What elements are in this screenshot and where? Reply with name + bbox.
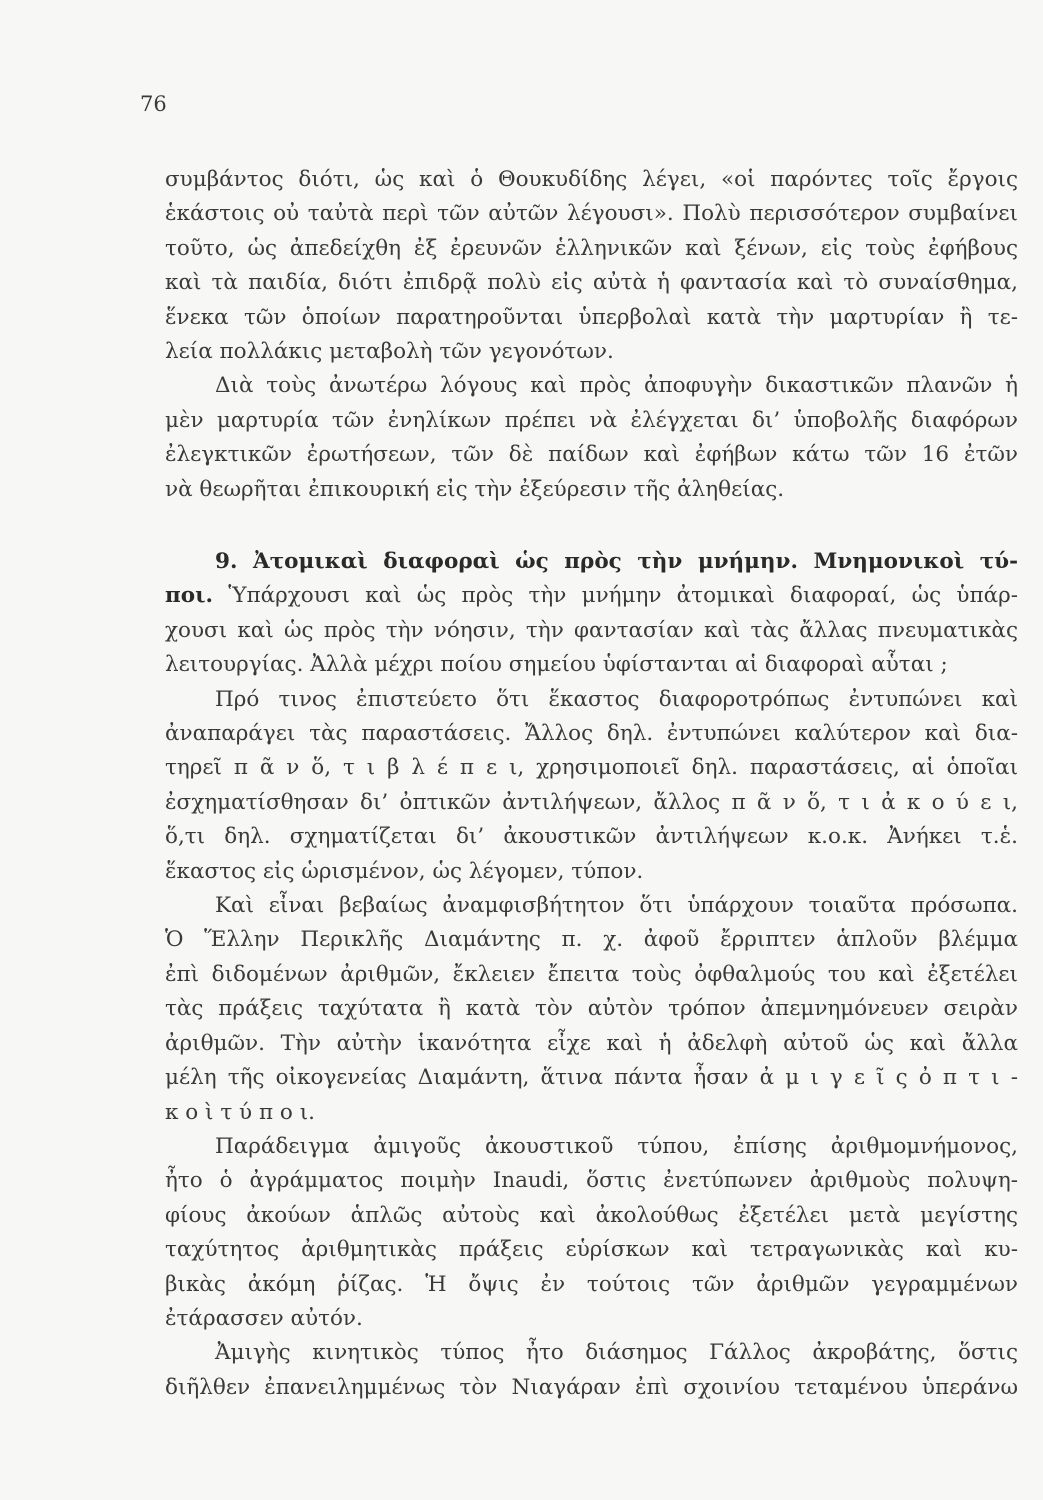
text-line: τὰς πράξεις ταχύτατα ἢ κατὰ τὸν αὐτὸν τρόπον ἀπεμνημόνευεν σειρὰν bbox=[165, 996, 1018, 1022]
text-line: λεία πολλάκις μεταβολὴ τῶν γεγονότων. bbox=[165, 339, 614, 365]
text-line: ἀριθμῶν. Τὴν αὐτὴν ἱκανότητα εἶχε καὶ ἡ ἀδελφὴ αὐτοῦ ὡς καὶ ἄλλα bbox=[165, 1030, 1018, 1056]
text-line: ἕκαστος εἰς ὡρισμένον, ὡς λέγομεν, τύπον. bbox=[165, 858, 644, 884]
text-line: ἐτάρασσεν αὐτόν. bbox=[165, 1305, 363, 1331]
text-line: λειτουργίας. Ἀλλὰ μέχρι ποίου σημείου ὑφίστανται αἱ διαφοραὶ αὗται ; bbox=[165, 652, 948, 678]
text-line: Ὁ Ἕλλην Περικλῆς Διαμάντης π. χ. ἀφοῦ ἔρριπτεν ἁπλοῦν βλέμμα bbox=[165, 927, 1018, 953]
text-line: χουσι καὶ ὡς πρὸς τὴν νόησιν, τὴν φαντασίαν καὶ τὰς ἄλλας πνευματικὰς bbox=[165, 617, 1018, 643]
text-line: Ἀμιγὴς κινητικὸς τύπος ἦτο διάσημος Γάλλος ἀκροβάτης, ὅστις bbox=[215, 1340, 1018, 1366]
text-span: Ὑπάρχουσι καὶ ὡς πρὸς τὴν μνήμην ἀτομικαὶ διαφοραί, ὡς ὑπάρ- bbox=[212, 583, 1018, 609]
text-line: Πρό τινος ἐπιστεύετο ὅτι ἕκαστος διαφοροτρόπως ἐντυπώνει καὶ bbox=[215, 686, 1018, 712]
text-line: ἑκάστοις οὐ ταὐτὰ περὶ τῶν αὐτῶν λέγουσι». Πολὺ περισσότερον συμβαίνει bbox=[165, 201, 1018, 227]
text-line: ἀναπαράγει τὰς παραστάσεις. Ἄλλος δηλ. ἐντυπώνει καλύτερον καὶ δια- bbox=[165, 721, 1018, 747]
text-line: ἐπὶ διδομένων ἀριθμῶν, ἔκλειεν ἔπειτα τοὺς ὀφθαλμούς του καὶ ἐξετέλει bbox=[165, 961, 1018, 987]
text-line: Παράδειγμα ἀμιγοῦς ἀκουστικοῦ τύπου, ἐπίσης ἀριθμομνήμονος, bbox=[215, 1133, 1018, 1159]
text-block-2 bbox=[165, 545, 1018, 1405]
text-line: κ ο ὶ τ ύ π ο ι. bbox=[165, 1099, 315, 1125]
text-line: νὰ θεωρῆται ἐπικουρική εἰς τὴν ἐξεύρεσιν τῆς ἀληθείας. bbox=[165, 476, 785, 502]
text-line: ἦτο ὁ ἀγράμματος ποιμὴν Inaudi, ὅστις ἐνετύπωνεν ἀριθμοὺς πολυψη- bbox=[165, 1168, 1018, 1194]
text-line: διῆλθεν ἐπανειλημμένως τὸν Νιαγάραν ἐπὶ σχοινίου τεταμένου ὑπεράνω bbox=[165, 1374, 1018, 1400]
text-line bbox=[165, 579, 1018, 613]
text-line: ἐσχηματίσθησαν δι’ ὀπτικῶν ἀντιλήψεων, ἄλλος π ᾶ ν ὅ, τ ι ἀ κ ο ύ ε ι, bbox=[165, 789, 1018, 815]
text-line: συμβάντος διότι, ὡς καὶ ὁ Θουκυδίδης λέγει, «οἱ παρόντες τοῖς ἔργοις bbox=[165, 167, 1018, 192]
text-line: φίους ἀκούων ἁπλῶς αὐτοὺς καὶ ἀκολούθως ἐξετέλει μετὰ μεγίστης bbox=[165, 1202, 1018, 1228]
text-line: ταχύτητος ἀριθμητικὰς πράξεις εὑρίσκων καὶ τετραγωνικὰς καὶ κυ- bbox=[165, 1237, 1018, 1263]
section-heading: 9. Ἀτομικαὶ διαφοραὶ ὡς πρὸς τὴν μνήμην. Μνημονικοὶ τύ- bbox=[215, 549, 1018, 574]
text-line: βικὰς ἀκόμη ῥίζας. Ἡ ὄψις ἐν τούτοις τῶν ἀριθμῶν γεγραμμένων bbox=[165, 1271, 1018, 1297]
text-line: ἕνεκα τῶν ὁποίων παρατηροῦνται ὑπερβολαὶ κατὰ τὴν μαρτυρίαν ἢ τε- bbox=[165, 304, 1018, 330]
text-line: Διὰ τοὺς ἀνωτέρω λόγους καὶ πρὸς ἀποφυγὴν δικαστικῶν πλανῶν ἡ bbox=[215, 373, 1018, 399]
text-line: καὶ τὰ παιδία, διότι ἐπιδρᾷ πολὺ εἰς αὐτὰ ἡ φαντασία καὶ τὸ συναίσθημα, bbox=[165, 270, 1018, 296]
text-block-1 bbox=[165, 163, 1018, 507]
section-heading-end: ποι. bbox=[165, 583, 213, 609]
text-line: μέλη τῆς οἰκογενείας Διαμάντη, ἅτινα πάντα ἦσαν ἀ μ ι γ ε ῖ ς ὀ π τ ι - bbox=[165, 1065, 1018, 1091]
text-line: ἐλεγκτικῶν ἐρωτήσεων, τῶν δὲ παίδων καὶ ἐφήβων κάτω τῶν 16 ἐτῶν bbox=[165, 442, 1018, 468]
text-line: τοῦτο, ὡς ἀπεδείχθη ἐξ ἐρευνῶν ἑλληνικῶν καὶ ξένων, εἰς τοὺς ἐφήβους bbox=[165, 235, 1018, 261]
text-line: μὲν μαρτυρία τῶν ἐνηλίκων πρέπει νὰ ἐλέγχεται δι’ ὑποβολῆς διαφόρων bbox=[165, 407, 1018, 433]
text-line: τηρεῖ π ᾶ ν ὅ, τ ι β λ έ π ε ι, χρησιμοποιεῖ δηλ. παραστάσεις, αἱ ὁποῖαι bbox=[165, 755, 1018, 781]
text-line: ὅ,τι δηλ. σχηματίζεται δι’ ἀκουστικῶν ἀντιλήψεων κ.ο.κ. Ἀνήκει τ.ἑ. bbox=[165, 824, 1018, 850]
text-line: Καὶ εἶναι βεβαίως ἀναμφισβήτητον ὅτι ὑπάρχουν τοιαῦτα πρόσωπα. bbox=[215, 893, 1018, 919]
page-number: 76 bbox=[140, 92, 167, 116]
